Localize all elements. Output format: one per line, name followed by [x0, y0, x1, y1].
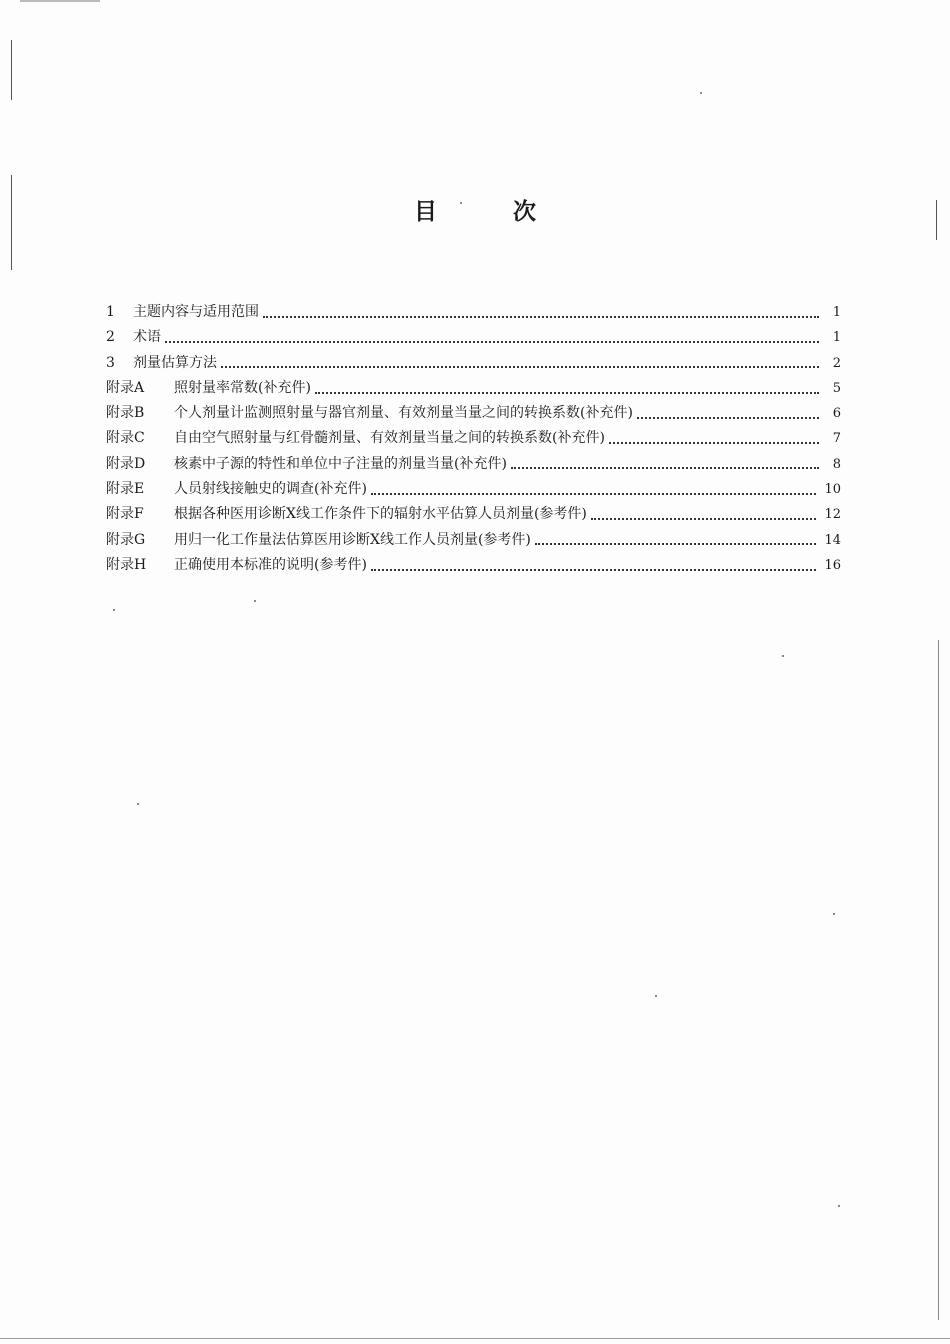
toc-entry-title: 主题内容与适用范围 [133, 304, 259, 320]
toc-entry-number: 附录A [106, 379, 145, 396]
toc-dot-leader [371, 493, 817, 495]
toc-entry-title: 人员射线接触史的调查(补充件) [174, 481, 367, 498]
toc-entry-number: 附录E [106, 481, 145, 498]
toc-entry-title: 术语 [133, 329, 161, 346]
toc-entry-page: 16 [824, 557, 841, 573]
toc-entry[interactable] [106, 376, 841, 401]
scan-edge-right [938, 640, 939, 1320]
toc-entry[interactable] [106, 351, 841, 376]
toc-entry[interactable] [106, 426, 841, 451]
toc-entry-number: 附录D [106, 455, 146, 472]
toc-entry-number: 附录B [106, 405, 145, 422]
toc-entry[interactable] [106, 528, 841, 553]
toc-entry-number: 1 [106, 304, 115, 320]
toc-dot-leader [591, 518, 817, 520]
toc-entry-title: 根据各种医用诊断X线工作条件下的辐射水平估算人员剂量(参考件) [174, 506, 587, 523]
toc-entry-title: 剂量估算方法 [133, 354, 217, 371]
toc-entry-page: 10 [824, 482, 841, 498]
toc-entry-title: 自由空气照射量与红骨髓剂量、有效剂量当量之间的转换系数(补充件) [174, 430, 605, 447]
toc-entry-page: 8 [832, 456, 841, 472]
scan-edge-right [936, 200, 937, 240]
toc-entry-title: 个人剂量计监测照射量与器官剂量、有效剂量当量之间的转换系数(补充件) [174, 405, 633, 422]
toc-entry-number: 附录F [106, 506, 144, 523]
toc-entry-page: 2 [832, 355, 841, 371]
scan-edge-left [11, 175, 12, 270]
title-char: 次 [513, 199, 536, 225]
scan-speck [838, 1205, 840, 1207]
toc-entry-page: 1 [832, 305, 841, 320]
scan-speck [700, 92, 702, 94]
toc-entry-title: 用归一化工作量法估算医用诊断X线工作人员剂量(参考件) [174, 531, 531, 548]
scan-speck [137, 803, 139, 805]
scan-speck [460, 202, 462, 204]
toc-entry-title: 核素中子源的特性和单位中子注量的剂量当量(补充件) [174, 455, 507, 472]
toc-entry-page: 14 [824, 532, 841, 548]
title-char: 目 [414, 199, 437, 225]
toc-dot-leader [609, 442, 819, 444]
toc-entry-number: 附录H [106, 556, 147, 573]
scan-edge-left [11, 40, 12, 100]
toc-entry-number: 3 [106, 354, 115, 371]
toc-dot-leader [535, 543, 817, 545]
toc-dot-leader [263, 316, 819, 318]
toc-dot-leader [371, 569, 817, 571]
scan-speck [254, 600, 256, 602]
toc-entry[interactable] [106, 502, 841, 527]
toc-entry-title: 正确使用本标准的说明(参考件) [174, 556, 367, 573]
toc-entry-number: 2 [106, 329, 115, 346]
toc-dot-leader [165, 341, 819, 343]
toc-entry-page: 7 [832, 431, 841, 447]
toc-entry-number: 附录G [106, 531, 146, 548]
toc-entry[interactable] [106, 477, 841, 502]
scan-speck [833, 913, 835, 915]
toc-entry[interactable] [106, 325, 841, 350]
scan-speck [782, 655, 784, 657]
toc-entry[interactable] [106, 401, 841, 426]
toc-dot-leader [315, 392, 819, 394]
table-of-contents [106, 300, 841, 578]
toc-dot-leader [221, 366, 819, 368]
toc-entry-page: 12 [824, 507, 841, 523]
toc-entry-title: 照射量率常数(补充件) [174, 379, 311, 396]
scan-speck [655, 995, 657, 997]
toc-entry-page: 1 [832, 330, 841, 346]
toc-entry[interactable] [106, 452, 841, 477]
scan-edge-bottom [0, 1338, 950, 1339]
scan-edge-top [20, 0, 100, 2]
toc-entry-number: 附录C [106, 430, 145, 447]
scan-speck [113, 609, 115, 611]
toc-dot-leader [511, 467, 819, 469]
toc-entry-page: 5 [832, 380, 841, 396]
toc-entry[interactable] [106, 300, 841, 325]
toc-entry[interactable] [106, 553, 841, 578]
toc-dot-leader [637, 417, 819, 419]
toc-entry-page: 6 [832, 406, 841, 422]
